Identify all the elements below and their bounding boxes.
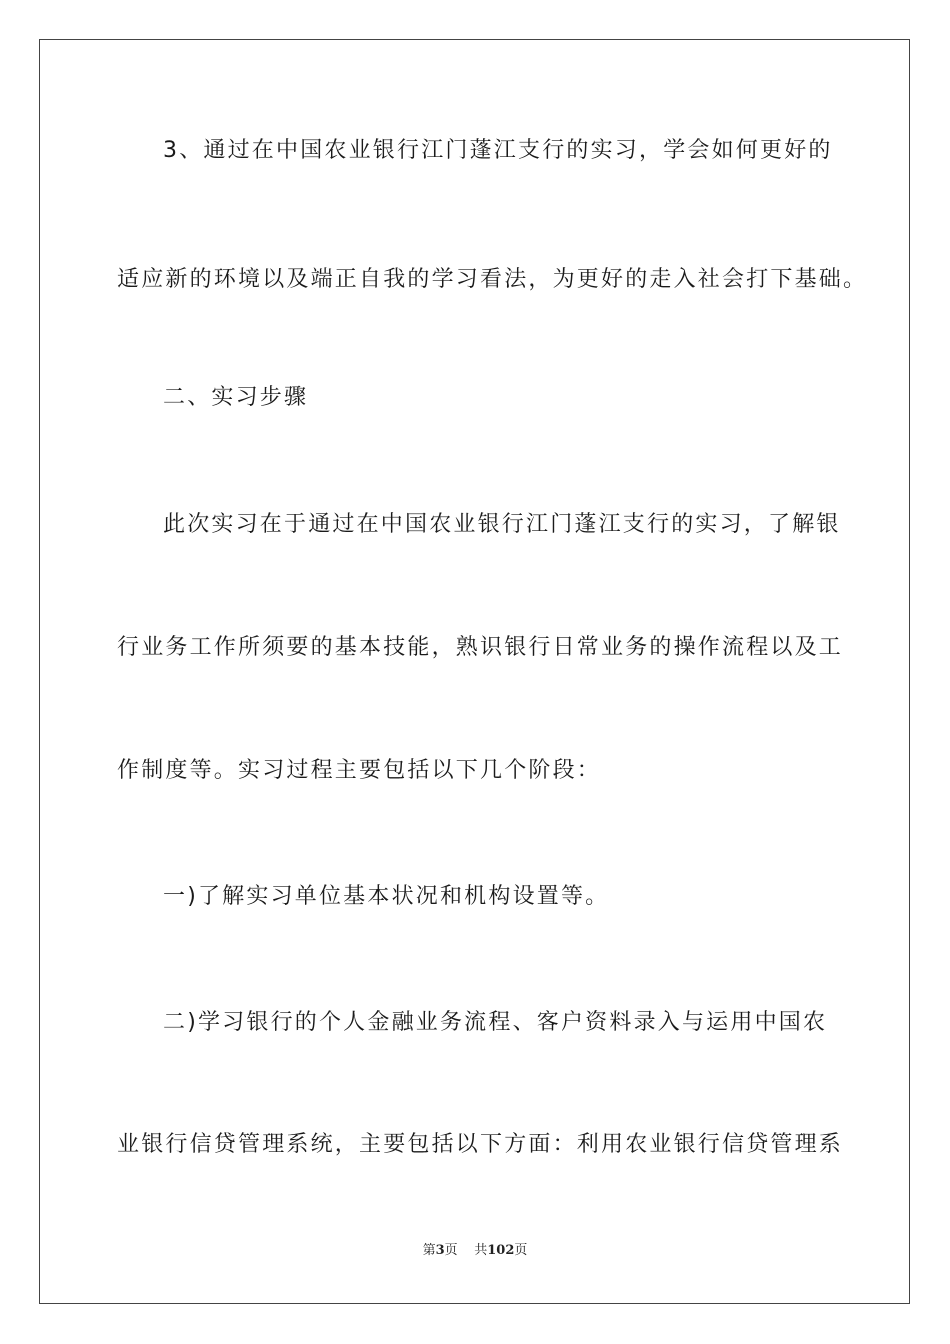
page-border (39, 39, 910, 1304)
paragraph-line-4: 行业务工作所须要的基本技能，熟识银行日常业务的操作流程以及工 (117, 635, 844, 660)
total-prefix: 共 (474, 1243, 488, 1258)
paragraph-line-3: 此次实习在于通过在中国农业银行江门蓬江支行的实习，了解银 (163, 512, 841, 537)
total-pages: 102 (487, 1243, 515, 1258)
page-suffix: 页 (444, 1243, 458, 1258)
page-footer (0, 1242, 950, 1260)
paragraph-line-1: 3、通过在中国农业银行江门蓬江支行的实习，学会如何更好的 (163, 138, 833, 163)
page-prefix: 第 (422, 1243, 436, 1258)
page-number: 3 (435, 1243, 445, 1258)
total-suffix: 页 (514, 1243, 528, 1258)
list-item-2: 二)学习银行的个人金融业务流程、客户资料录入与运用中国农 (163, 1010, 828, 1035)
paragraph-line-5: 作制度等。实习过程主要包括以下几个阶段： (117, 758, 602, 783)
section-heading: 二、实习步骤 (163, 385, 309, 410)
paragraph-line-6: 业银行信贷管理系统，主要包括以下方面：利用农业银行信贷管理系 (117, 1132, 844, 1157)
paragraph-line-2: 适应新的环境以及端正自我的学习看法，为更好的走入社会打下基础。 (117, 267, 868, 292)
list-item-1: 一)了解实习单位基本状况和机构设置等。 (163, 884, 610, 909)
